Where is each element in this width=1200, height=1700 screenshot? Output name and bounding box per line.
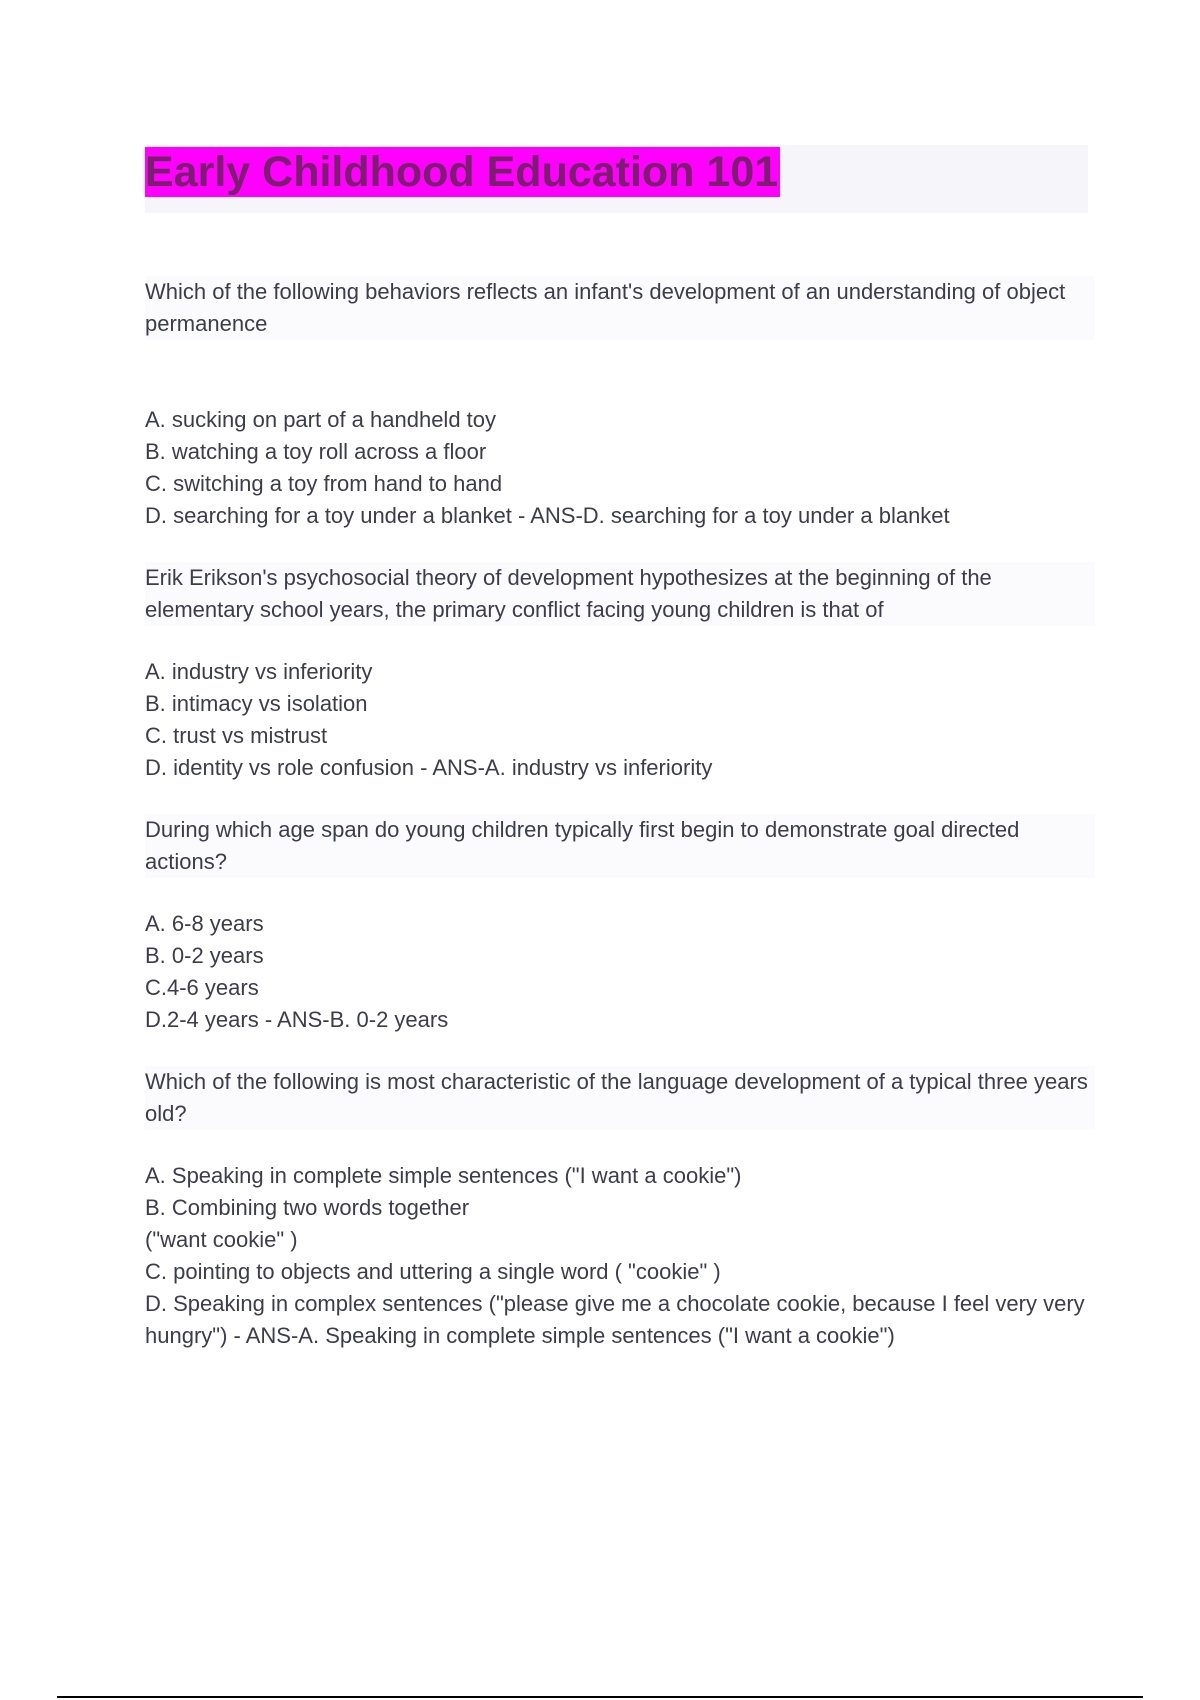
answer-options xyxy=(145,908,1095,1036)
question-prompt: Erik Erikson's psychosocial theory of development hypothesizes at the beginning of the elementary school years, the primary conflict facing young children is that of xyxy=(145,562,1095,626)
answer-options xyxy=(145,1160,1095,1352)
answer-options xyxy=(145,404,1095,532)
question-block xyxy=(145,276,1095,532)
question-prompt: During which age span do young children typically first begin to demonstrate goal directed actions? xyxy=(145,814,1095,878)
question-prompt: Which of the following behaviors reflects an infant's development of an understanding of object permanence xyxy=(145,276,1095,340)
footer-divider xyxy=(57,1696,1143,1698)
question-block xyxy=(145,814,1095,1036)
answer-option-with-answer: D.2-4 years - ANS-B. 0-2 years xyxy=(145,1007,449,1032)
answer-option: C. pointing to objects and uttering a single word ( "cookie" ) xyxy=(145,1259,721,1284)
question-block xyxy=(145,1066,1095,1352)
answer-option: A. industry vs inferiority xyxy=(145,659,373,684)
answer-option: A. sucking on part of a handheld toy xyxy=(145,407,497,432)
document-title: Early Childhood Education 101 xyxy=(145,148,779,196)
question-block xyxy=(145,562,1095,784)
document-body xyxy=(145,276,1095,1352)
answer-option: C.4-6 years xyxy=(145,975,259,1000)
answer-option: C. switching a toy from hand to hand xyxy=(145,471,503,496)
answer-option: B. 0-2 years xyxy=(145,943,264,968)
answer-option-with-answer: D. Speaking in complex sentences ("please give me a chocolate cookie, because I feel very very hungry") - ANS-A. Speaking in complete simple sentences ("I want a cookie") xyxy=(145,1291,1085,1348)
answer-option: B. Combining two words together xyxy=(145,1195,470,1220)
answer-option: B. watching a toy roll across a floor xyxy=(145,439,487,464)
question-prompt: Which of the following is most characteristic of the language development of a typical three years old? xyxy=(145,1066,1095,1130)
answer-options xyxy=(145,656,1095,784)
answer-option: A. Speaking in complete simple sentences ("I want a cookie") xyxy=(145,1163,742,1188)
answer-option: B. intimacy vs isolation xyxy=(145,691,368,716)
answer-option-with-answer: D. searching for a toy under a blanket - ANS-D. searching for a toy under a blanket xyxy=(145,503,950,528)
answer-option-continuation: ("want cookie" ) xyxy=(145,1227,298,1252)
answer-option-with-answer: D. identity vs role confusion - ANS-A. industry vs inferiority xyxy=(145,755,713,780)
answer-option: C. trust vs mistrust xyxy=(145,723,328,748)
answer-option: A. 6-8 years xyxy=(145,911,264,936)
